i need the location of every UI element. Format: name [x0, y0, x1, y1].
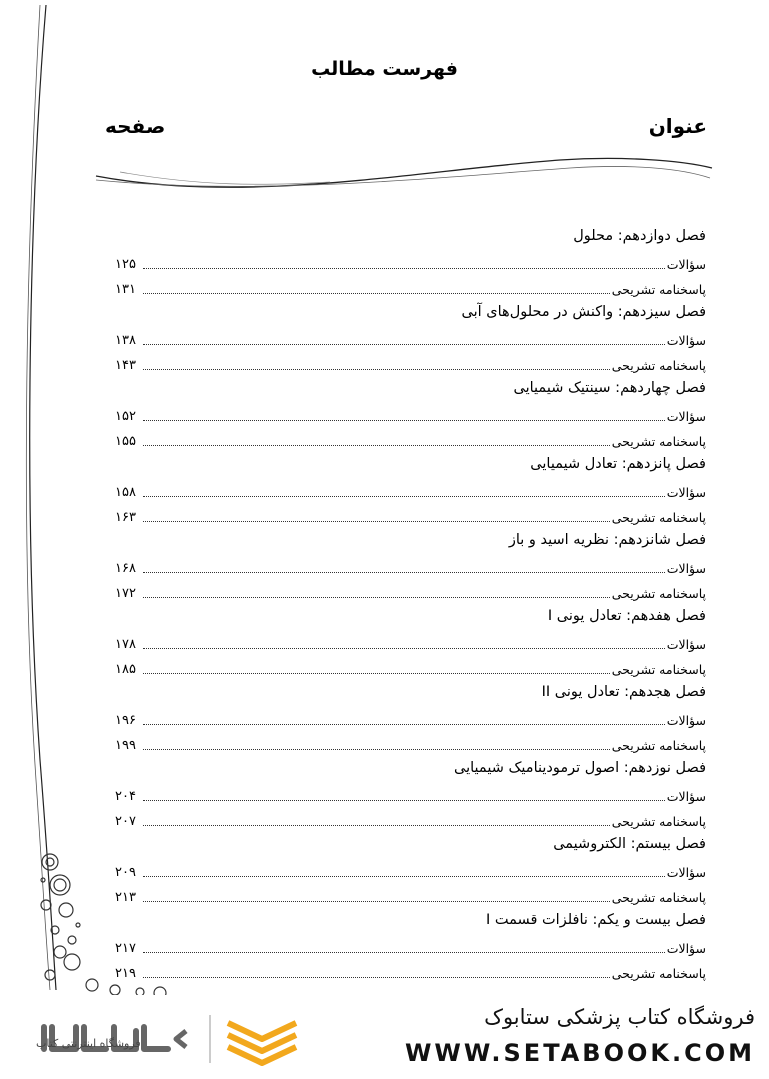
toc-entry[interactable]: [115, 553, 706, 578]
dot-leader: [143, 368, 610, 370]
entry-label: پاسخنامه تشریحی: [611, 282, 706, 297]
entry-label: سؤالات: [666, 637, 706, 652]
chapter-title: فصل سیزدهم: واکنش در محلول‌های آبی: [461, 304, 706, 320]
entry-label: پاسخنامه تشریحی: [611, 890, 706, 905]
entry-label: سؤالات: [666, 561, 706, 576]
site-url-link[interactable]: [405, 1039, 755, 1067]
page-number: ۱۶۳: [115, 510, 136, 525]
toc-entry[interactable]: [115, 730, 706, 755]
toc-entry[interactable]: [115, 477, 706, 502]
dot-leader: [143, 520, 610, 522]
page-number: ۲۰۹: [115, 865, 136, 880]
page-number: ۱۹۶: [115, 713, 136, 728]
footer-banner: [0, 995, 769, 1079]
toc-chapter-block: [115, 603, 706, 679]
toc-entry[interactable]: [115, 502, 706, 527]
toc-entry[interactable]: [115, 882, 706, 907]
dot-leader: [143, 951, 665, 953]
dot-leader: [143, 748, 610, 750]
dot-leader: [143, 419, 665, 421]
toc-entry[interactable]: [115, 857, 706, 882]
page-number: ۲۰۷: [115, 814, 136, 829]
brand-subtitle: فروشگاه اینترنتی کتاب: [36, 1037, 141, 1050]
toc-chapter-block: [115, 527, 706, 603]
toc-chapter-block: [115, 679, 706, 755]
page-number: ۱۵۸: [115, 485, 136, 500]
toc-entry[interactable]: [115, 781, 706, 806]
toc-chapter-block: [115, 223, 706, 299]
toc-entry[interactable]: [115, 249, 706, 274]
page-number: ۲۱۷: [115, 941, 136, 956]
column-heading-title: عنوان: [648, 114, 707, 138]
chapter-title: فصل چهاردهم: سینتیک شیمیایی: [513, 380, 706, 396]
page-number: ۱۷۸: [115, 637, 136, 652]
toc-entry[interactable]: [115, 654, 706, 679]
toc-chapter-block: [115, 375, 706, 451]
toc-entry[interactable]: [115, 325, 706, 350]
chapter-title: فصل هفدهم: تعادل یونی I: [547, 608, 706, 624]
dot-leader: [143, 976, 610, 978]
dot-leader: [143, 343, 665, 345]
toc-entry[interactable]: [115, 933, 706, 958]
toc-entry[interactable]: [115, 401, 706, 426]
chapter-title: فصل بیست و یکم: نافلزات قسمت I: [486, 912, 706, 928]
entry-label: سؤالات: [666, 941, 706, 956]
dot-leader: [143, 647, 665, 649]
dot-leader: [143, 799, 665, 801]
entry-label: سؤالات: [666, 257, 706, 272]
dot-leader: [143, 292, 610, 294]
page-number: ۱۸۵: [115, 662, 136, 677]
entry-label: سؤالات: [666, 333, 706, 348]
entry-label: سؤالات: [666, 713, 706, 728]
dot-leader: [143, 596, 610, 598]
chapter-title: فصل هجدهم: تعادل یونی II: [541, 684, 706, 700]
page-number: ۱۹۹: [115, 738, 136, 753]
toc-chapter-block: [115, 299, 706, 375]
entry-label: پاسخنامه تشریحی: [611, 814, 706, 829]
toc-chapter-block: [115, 831, 706, 907]
chapter-title: فصل پانزدهم: تعادل شیمیایی: [530, 456, 706, 472]
page-number: ۱۷۲: [115, 586, 136, 601]
entry-label: سؤالات: [666, 485, 706, 500]
toc-entry[interactable]: [115, 350, 706, 375]
entry-label: پاسخنامه تشریحی: [611, 434, 706, 449]
page-title: فهرست مطالب: [311, 58, 458, 80]
page-number: ۱۵۵: [115, 434, 136, 449]
entry-label: پاسخنامه تشریحی: [611, 738, 706, 753]
dot-leader: [143, 900, 610, 902]
chapter-title: فصل بیستم: الکتروشیمی: [553, 836, 706, 852]
dot-leader: [143, 672, 610, 674]
table-of-contents: [115, 223, 706, 983]
page-number: ۱۲۵: [115, 257, 136, 272]
entry-label: پاسخنامه تشریحی: [611, 966, 706, 981]
dot-leader: [143, 444, 610, 446]
toc-entry[interactable]: [115, 629, 706, 654]
dot-leader: [143, 495, 665, 497]
dot-leader: [143, 723, 665, 725]
page-number: ۱۳۸: [115, 333, 136, 348]
toc-chapter-block: [115, 451, 706, 527]
entry-label: سؤالات: [666, 865, 706, 880]
toc-entry[interactable]: [115, 274, 706, 299]
column-heading-page: صفحه: [105, 114, 166, 138]
chapter-title: فصل شانزدهم: نظریه اسید و باز: [508, 532, 706, 548]
page-number: ۲۱۳: [115, 890, 136, 905]
toc-chapter-block: [115, 755, 706, 831]
page-number: ۱۴۳: [115, 358, 136, 373]
entry-label: سؤالات: [666, 789, 706, 804]
shop-name: فروشگاه کتاب پزشکی ستابوک: [484, 1005, 755, 1029]
entry-label: پاسخنامه تشریحی: [611, 358, 706, 373]
toc-entry[interactable]: [115, 958, 706, 983]
chapter-title: فصل دوازدهم: محلول: [573, 228, 706, 244]
chapter-title: فصل نوزدهم: اصول ترمودینامیک شیمیایی: [454, 760, 706, 776]
dot-leader: [143, 267, 665, 269]
entry-label: پاسخنامه تشریحی: [611, 586, 706, 601]
dot-leader: [143, 875, 665, 877]
entry-label: پاسخنامه تشریحی: [611, 510, 706, 525]
toc-chapter-block: [115, 907, 706, 983]
dot-leader: [143, 824, 610, 826]
toc-entry[interactable]: [115, 426, 706, 451]
page-number: ۱۵۲: [115, 409, 136, 424]
entry-label: پاسخنامه تشریحی: [611, 662, 706, 677]
page-number: ۲۰۴: [115, 789, 136, 804]
page-number: ۱۶۸: [115, 561, 136, 576]
toc-entry[interactable]: [115, 806, 706, 831]
entry-label: سؤالات: [666, 409, 706, 424]
toc-entry[interactable]: [115, 578, 706, 603]
site-url-text: WWW.SETABOOK.COM: [404, 1039, 755, 1067]
page-number: ۱۳۱: [115, 282, 136, 297]
toc-entry[interactable]: [115, 705, 706, 730]
dot-leader: [143, 571, 665, 573]
page-number: ۲۱۹: [115, 966, 136, 981]
